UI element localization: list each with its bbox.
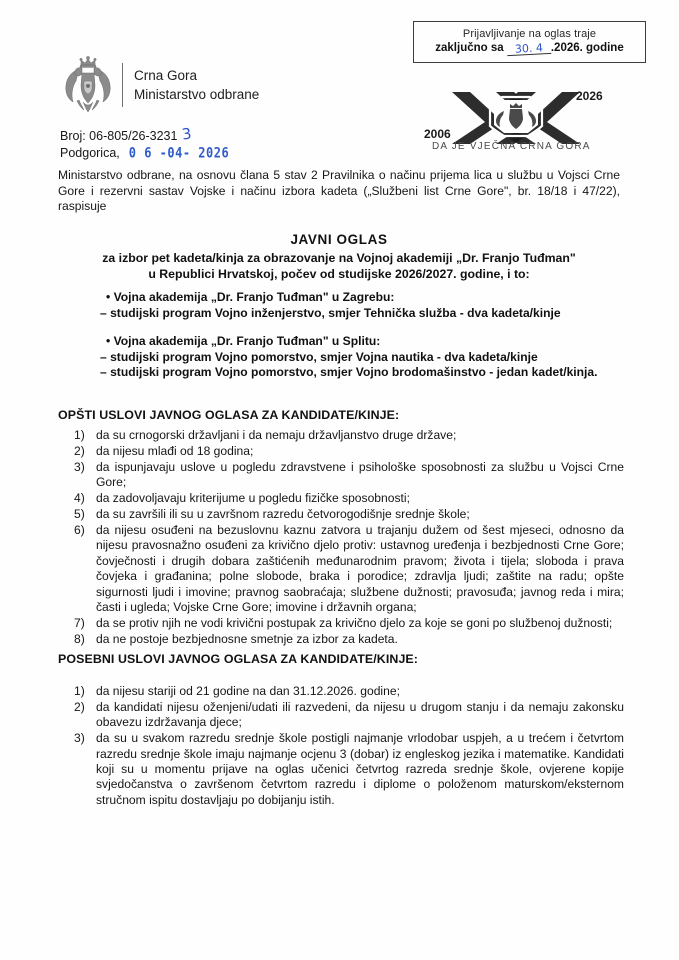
list-item-number: 2) [74, 699, 85, 714]
list-item-text: da nijesu mlađi od 18 godina; [96, 443, 254, 458]
list-item-number: 6) [74, 522, 85, 537]
page-title: JAVNI OGLAS [290, 232, 388, 247]
special-conditions-section [58, 652, 624, 809]
list-item-text: da nijesu osuđeni na bezuslovnu kaznu zatvora u trajanju dužem od šest mjeseci, odnosno da nijesu pravosnažno osuđeni za krivično djelo protiv: ustavnog uređenja i bezbjednosti Crne Gore; čovječnosti i drugih dobara zaštićenih međunarodnim pravom; života i tijela; sloboda i prava čovjeka i građanina; polne slobode, braka i porodice; zdravlja ljudi; zaštite na radu; opšte sigurnosti ljudi i imovine; pravnog saobraćaja; službene dužnosti; pravosuđa; javnog reda i mira; časti i ugleda; Vojske Crne Gore; imovine i državnih organa; [96, 522, 624, 614]
program-group-zagreb [100, 290, 630, 321]
list-item-text: da su završili ili su u završnom razredu četvorogodišnje srednje škole; [96, 507, 470, 522]
general-conditions-heading: OPŠTI USLOVI JAVNOG OGLASA ZA KANDIDATE/KINJE: [58, 408, 400, 422]
montenegro-coat-of-arms-icon [62, 55, 114, 115]
date-stamp: 0 6 -04- 2026 [128, 144, 230, 162]
page-subtitle-line2: u Republici Hrvatskoj, počev od studijske 2026/2027. godine, i to: [148, 267, 530, 281]
program-academy-heading: • Vojna akademija „Dr. Franjo Tuđman" u Zagrebu: [106, 290, 395, 304]
list-item [74, 523, 624, 615]
program-academy-heading: • Vojna akademija „Dr. Franjo Tuđman" u Splitu: [106, 334, 381, 348]
anniversary-xx-icon [424, 86, 614, 144]
list-item-number: 1) [74, 428, 85, 442]
list-item [74, 460, 624, 491]
list-item-text: da se protiv njih ne vodi krivični postupak za krivično djelo za koje se goni po službenoj dužnosti; [96, 615, 613, 630]
anniversary-year-to-text: 2026 [576, 89, 603, 103]
letterhead [62, 55, 259, 115]
country-name: Crna Gora [134, 68, 198, 83]
reference-number: Broj: 06-805/26-3231 [60, 129, 178, 143]
list-item-number: 3) [74, 459, 85, 474]
list-item-text: da su crnogorski državljani i da nemaju državljanstvo druge države; [96, 428, 457, 442]
anniversary-year-from-text: 2006 [424, 127, 451, 141]
handwritten-deadline-date: 30. 4 [507, 42, 552, 56]
letterhead-divider [122, 63, 123, 107]
list-item-number: 7) [74, 615, 85, 630]
special-conditions-list [58, 684, 624, 808]
list-item-text: da nijesu stariji od 21 godine na dan 31.12.2026. godine; [96, 684, 400, 698]
program-item: – studijski program Vojno inženjerstvo, smjer Tehnička služba - dva kadeta/kinje [100, 305, 561, 320]
list-item-number: 4) [74, 491, 85, 506]
program-list [100, 290, 630, 381]
program-group-split [100, 334, 630, 381]
list-item [74, 444, 624, 459]
notice-headline: Prijavljivanje na oglas traje [462, 28, 597, 40]
title-block [58, 232, 620, 282]
general-conditions-section [58, 408, 624, 648]
deadline-notice-box [413, 21, 646, 63]
list-item-text: da ispunjavaju uslove u pogledu zdravstvene i psihološke sposobnosti za službu u Vojsci Crne Gore; [96, 459, 624, 490]
reference-number-row [60, 126, 229, 145]
list-item-number: 5) [74, 507, 85, 522]
program-item: – studijski program Vojno pomorstvo, smjer Vojno brodomašinstvo - jedan kadet/kinja. [100, 365, 598, 379]
program-item: – studijski program Vojno pomorstvo, smjer Vojna nautika - dva kadeta/kinje [100, 349, 538, 364]
place-date-row [60, 145, 229, 162]
list-item [74, 700, 624, 731]
handwritten-reference-suffix: 3 [181, 124, 194, 144]
ministry-name: Ministarstvo odbrane [134, 87, 260, 102]
list-item-text: da su u svakom razredu srednje škole postigli najmanje vrlodobar uspjeh, a u trećem i četvrtom razredu srednje škole imaju najmanje ocjenu 3 (dobar) iz engleskog jezika i matematike. Kandidati koji su u momentu prijave na oglas učenici četvrtog razreda srednje škole, ovjerene kopije svjedočanstva o završenom četvrtom razredu i diplome o položenom maturskom/eksternom stručnom ispitu dostavljaju po dobijanju istih. [96, 731, 624, 807]
list-item [74, 731, 624, 808]
reference-block [60, 126, 229, 162]
anniversary-caption: DA JE VJEČNA CRNA GORA [432, 141, 591, 152]
place-label: Podgorica, [60, 146, 120, 160]
anniversary-logo [424, 86, 614, 158]
list-item-number: 3) [74, 731, 85, 746]
list-item-number: 1) [74, 684, 85, 698]
list-item-text: da zadovoljavaju kriterijume u pogledu fizičke sposobnosti; [96, 491, 410, 506]
list-item [74, 491, 624, 506]
letterhead-text [134, 66, 259, 104]
page-subtitle-line1: za izbor pet kadeta/kinja za obrazovanje na Vojnoj akademiji „Dr. Franjo Tuđman" [102, 251, 576, 265]
list-item-text: da ne postoje bezbjednosne smetnje za izbor za kadeta. [96, 631, 398, 646]
notice-deadline-line [414, 41, 645, 56]
general-conditions-list [58, 428, 624, 647]
intro-paragraph: Ministarstvo odbrane, na osnovu člana 5 stav 2 Pravilnika o načinu prijema lica u službu u Vojsci Crne Gore i rezervni sastav Vojske i načinu izbora kadeta („Službeni list Crne Gore", br. 18/18 i 47/22), raspisuje [58, 168, 620, 214]
list-item [74, 632, 624, 647]
list-item-text: da kandidati nijesu oženjeni/udati ili razvedeni, da nijesu u drugom stanju i da nemaju zakonsku obavezu izdržavanja djece; [96, 699, 624, 730]
list-item [74, 684, 624, 699]
list-item [74, 428, 624, 443]
list-item [74, 507, 624, 522]
notice-deadline-suffix: .2026. godine [550, 42, 624, 54]
list-item [74, 616, 624, 631]
list-item-number: 8) [74, 631, 85, 646]
list-item-number: 2) [74, 443, 85, 458]
special-conditions-heading: POSEBNI USLOVI JAVNOG OGLASA ZA KANDIDATE/KINJE: [58, 652, 419, 666]
notice-deadline-prefix: zaključno sa [435, 42, 504, 54]
